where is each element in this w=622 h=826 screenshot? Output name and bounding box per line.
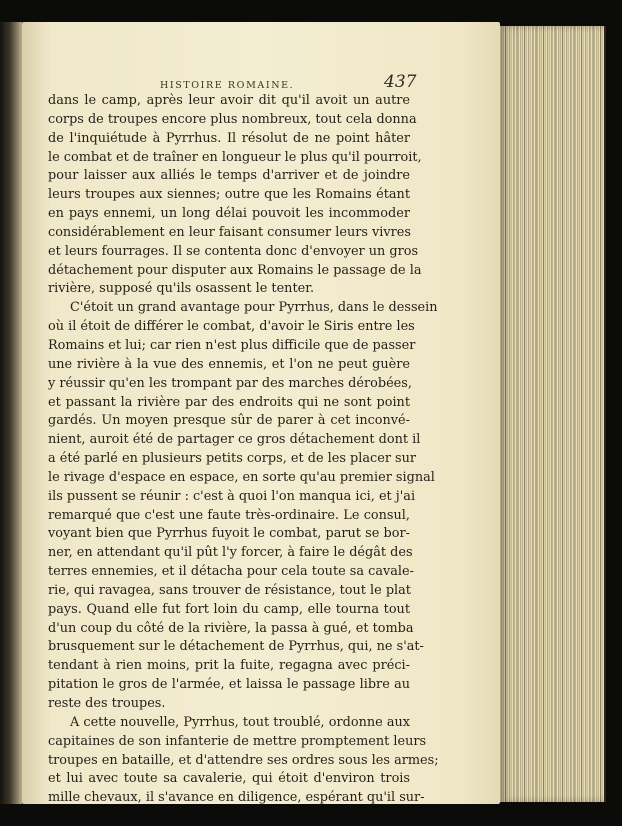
text-line: d'un coup du côté de la rivière, la passa à gué, et tomba [48,620,414,636]
text-line: y réussir qu'en les trompant par des marches dérobées, [48,375,412,391]
text-line: leurs troupes aux siennes; outre que les Romains étant [48,187,410,203]
body-text [48,92,439,808]
text-line: où il étoit de différer le combat, d'avoir le Siris entre les [48,319,415,335]
text-line: une rivière à la vue des ennemis, et l'on ne peut guère [48,356,410,372]
text-line: voyant bien que Pyrrhus fuyoit le combat, parut se bor- [48,526,410,542]
text-line: pays. Quand elle fut fort loin du camp, elle tourna tout [48,601,410,617]
text-line: rivière, supposé qu'ils osassent le tenter. [48,281,315,297]
text-line: le rivage d'espace en espace, en sorte qu'au premier signal [48,469,435,485]
text-line: nient, auroit été de partager ce gros détachement dont il [48,432,421,448]
running-head: HISTOIRE ROMAINE. [160,80,295,91]
text-line: terres ennemies, et il détacha pour cela toute sa cavale- [48,564,414,580]
text-line: gardés. Un moyen presque sûr de parer à cet inconvé- [48,413,410,429]
text-line: détachement pour disputer aux Romains le passage de la [48,262,422,278]
facing-page-edge [0,22,22,804]
text-line: ils pussent se réunir : c'est à quoi l'on manqua ici, et j'ai [48,488,416,504]
page-block-edges [500,26,606,802]
text-line: A cette nouvelle, Pyrrhus, tout troublé, ordonne aux [70,714,410,730]
page-number: 437 [384,72,417,92]
text-line: pitation le gros de l'armée, et laissa le passage libre au [48,677,410,693]
text-line: et lui avec toute sa cavalerie, qui étoit d'environ trois [48,771,410,787]
text-line: corps de troupes encore plus nombreux, tout cela donna [48,111,417,127]
text-line: C'étoit un grand avantage pour Pyrrhus, dans le dessein [70,300,438,316]
text-line: reste des troupes. [48,696,166,711]
text-line: dans le camp, après leur avoir dit qu'il avoit un autre [48,93,410,108]
text-line: mille chevaux, il s'avance en diligence, espérant qu'il sur- [48,790,425,806]
text-line: considérablement en leur faisant consumer leurs vivres [48,224,411,240]
text-line: pour laisser aux alliés le temps d'arriver et de joindre [48,168,410,184]
text-line: remarqué que c'est une faute très-ordinaire. Le consul, [48,507,410,523]
text-line: rie, qui ravagea, sans trouver de résistance, tout le plat [48,582,411,598]
text-line: tendant à rien moins, prit la fuite, regagna avec préci- [48,658,410,674]
text-line: capitaines de son infanterie de mettre promptement leurs [48,733,427,749]
text-line: Romains et lui; car rien n'est plus difficile que de passer [48,337,416,353]
text-line: et leurs fourrages. Il se contenta donc d'envoyer un gros [48,243,419,259]
text-line: en pays ennemi, un long délai pouvoit les incommoder [48,206,410,222]
text-line: a été parlé en plusieurs petits corps, et de les placer sur [48,451,417,467]
text-line: ner, en attendant qu'il pût l'y forcer, à faire le dégât des [48,545,413,561]
text-line: brusquement sur le détachement de Pyrrhus, qui, ne s'at- [48,639,424,655]
text-line: et passant la rivière par des endroits qui ne sont point [48,394,410,410]
text-line: troupes en bataille, et d'attendre ses ordres sous les armes; [48,752,439,768]
text-line: le combat et de traîner en longueur le plus qu'il pourroit, [48,149,422,165]
text-line: de l'inquiétude à Pyrrhus. Il résolut de ne point hâter [48,130,410,146]
